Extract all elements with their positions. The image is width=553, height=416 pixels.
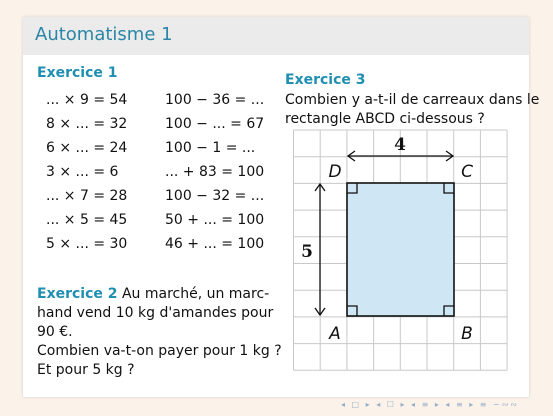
calc-right-3: 100 − 1 = ... [165, 140, 256, 156]
calc-left-1: ... × 9 = 54 [46, 92, 128, 108]
calc-right-5: 100 − 32 = ... [165, 188, 265, 204]
calc-left-7: 5 × ... = 30 [46, 236, 128, 252]
exercice-2-line-1: Au marché, un marc- [121, 286, 270, 302]
width-label: 4 [394, 135, 406, 155]
vertex-a-label: A [329, 324, 341, 344]
exercice-2-line-5: Et pour 5 kg ? [37, 362, 135, 378]
vertex-c-label: C [461, 162, 473, 182]
calc-left-6: ... × 5 = 45 [46, 212, 128, 228]
calc-left-2: 8 × ... = 32 [46, 116, 128, 132]
calc-right-1: 100 − 36 = ... [165, 92, 265, 108]
calc-right-6: 50 + ... = 100 [165, 212, 265, 228]
exercice-2-line-3: 90 €. [37, 324, 73, 340]
title-bar [23, 17, 529, 55]
exercice-3-heading: Exercice 3 [285, 72, 366, 88]
slide-title: Automatisme 1 [35, 24, 173, 45]
calc-left-3: 6 × ... = 24 [46, 140, 128, 156]
calc-left-5: ... × 7 = 28 [46, 188, 128, 204]
exercice-2-text [37, 285, 282, 380]
rectangle-abcd [347, 183, 454, 316]
vertex-d-label: D [328, 162, 342, 182]
vertex-b-label: B [461, 324, 473, 344]
exercice-3-line-2: rectangle ABCD ci-dessous ? [285, 111, 485, 127]
calc-left-4: 3 × ... = 6 [46, 164, 119, 180]
rectangle-grid-figure [283, 129, 519, 379]
calc-right-4: ... + 83 = 100 [165, 164, 265, 180]
slide-navigation[interactable]: ◂ □ ▸ ◂ ☐ ▸ ◂ ≡ ▸ ◂ ≡ ▸ ≡ ∽∾∾ [341, 400, 520, 409]
exercice-3-line-1: Combien y a-t-il de carreaux dans le [285, 92, 540, 108]
slide [23, 17, 540, 409]
calc-right-7: 46 + ... = 100 [165, 236, 265, 252]
exercice-1-heading: Exercice 1 [37, 65, 118, 81]
exercice-2-line-4: Combien va-t-on payer pour 1 kg ? [37, 343, 282, 359]
calc-right-2: 100 − ... = 67 [165, 116, 265, 132]
exercice-2-heading: Exercice 2 [37, 286, 118, 302]
exercice-2-line-2: hand vend 10 kg d'amandes pour [37, 305, 274, 321]
height-label: 5 [301, 242, 313, 262]
exercice-3-text [285, 91, 540, 129]
